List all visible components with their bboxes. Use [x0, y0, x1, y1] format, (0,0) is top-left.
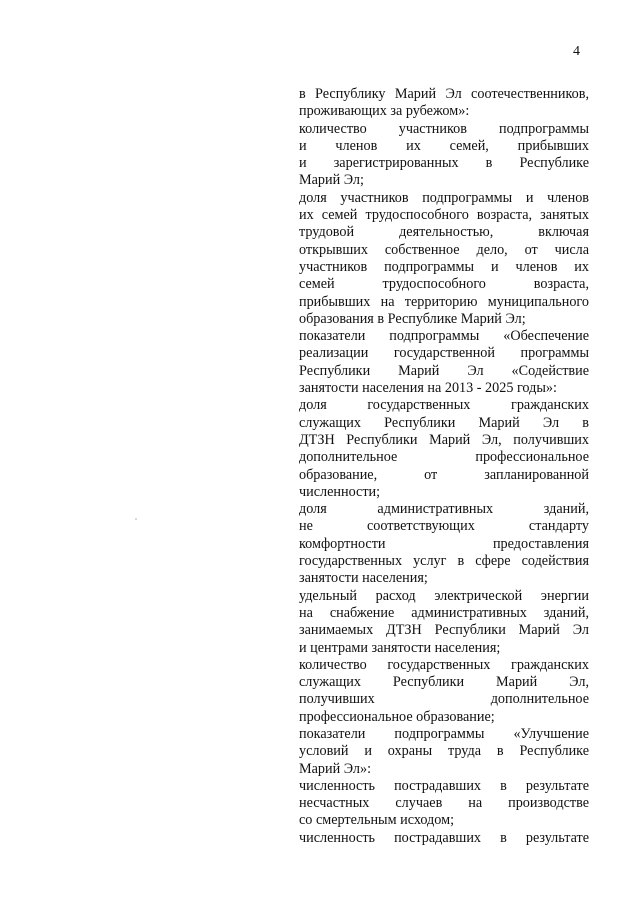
- body-text-line: служащих Республики Марий Эл,: [299, 674, 589, 691]
- body-text-line: прибывших на территорию муниципального: [299, 293, 589, 310]
- body-text-line: дополнительное профессиональное: [299, 449, 589, 466]
- body-text-line: доля государственных гражданских: [299, 397, 589, 414]
- body-text-line: занятости населения на 2013 - 2025 годы»:: [299, 380, 557, 397]
- body-text-line: удельный расход электрической энергии: [299, 587, 589, 604]
- body-text-line: семей трудоспособного возраста,: [299, 276, 589, 293]
- body-text-line: и зарегистрированных в Республике: [299, 155, 589, 172]
- body-text-line: Марий Эл;: [299, 172, 364, 189]
- body-text-line: количество участников подпрограммы: [299, 120, 589, 137]
- body-text-line: профессиональное образование;: [299, 708, 495, 725]
- body-text-line: численности;: [299, 483, 381, 500]
- body-text-line: доля участников подпрограммы и членов: [299, 189, 589, 206]
- body-text-line: комфортности предоставления: [299, 535, 589, 552]
- body-text-line: образования в Республике Марий Эл;: [299, 310, 526, 327]
- body-text-line: занимаемых ДТЗН Республики Марий Эл: [299, 622, 589, 639]
- body-text-column: [299, 86, 589, 847]
- body-text-line: открывших собственное дело, от числа: [299, 241, 589, 258]
- body-text-line: служащих Республики Марий Эл в: [299, 414, 589, 431]
- body-text-line: численность пострадавших в результате: [299, 777, 589, 794]
- body-text-line: количество государственных гражданских: [299, 656, 589, 673]
- body-text-line: Марий Эл»:: [299, 760, 372, 777]
- body-text-line: государственных услуг в сфере содействия: [299, 553, 589, 570]
- body-text-line: занятости населения;: [299, 570, 428, 587]
- body-text-line: на снабжение административных зданий,: [299, 604, 589, 621]
- body-text-line: не соответствующих стандарту: [299, 518, 589, 535]
- body-text-line: со смертельным исходом;: [299, 812, 455, 829]
- body-text-line: и членов их семей, прибывших: [299, 137, 589, 154]
- body-text-line: численность пострадавших в результате: [299, 829, 589, 846]
- scan-artifact-dot: [135, 518, 137, 520]
- body-text-line: образование, от запланированной: [299, 466, 589, 483]
- page-number: 4: [573, 44, 580, 59]
- body-text-line: проживающих за рубежом»:: [299, 103, 470, 120]
- body-text-line: их семей трудоспособного возраста, занятых: [299, 207, 589, 224]
- body-text-line: участников подпрограммы и членов их: [299, 258, 589, 275]
- body-text-line: доля административных зданий,: [299, 501, 589, 518]
- body-text-line: несчастных случаев на производстве: [299, 795, 589, 812]
- body-text-line: реализации государственной программы: [299, 345, 589, 362]
- body-text-line: условий и охраны труда в Республике: [299, 743, 589, 760]
- body-text-line: в Республику Марий Эл соотечественников,: [299, 86, 589, 102]
- body-text-line: и центрами занятости населения;: [299, 639, 501, 656]
- body-text-line: трудовой деятельностью, включая: [299, 224, 589, 241]
- body-text-line: ДТЗН Республики Марий Эл, получивших: [299, 431, 589, 448]
- body-text-line: получивших дополнительное: [299, 691, 589, 708]
- body-text-line: показатели подпрограммы «Улучшение: [299, 725, 589, 742]
- body-text-line: Республики Марий Эл «Содействие: [299, 362, 589, 379]
- body-text-line: показатели подпрограммы «Обеспечение: [299, 328, 589, 345]
